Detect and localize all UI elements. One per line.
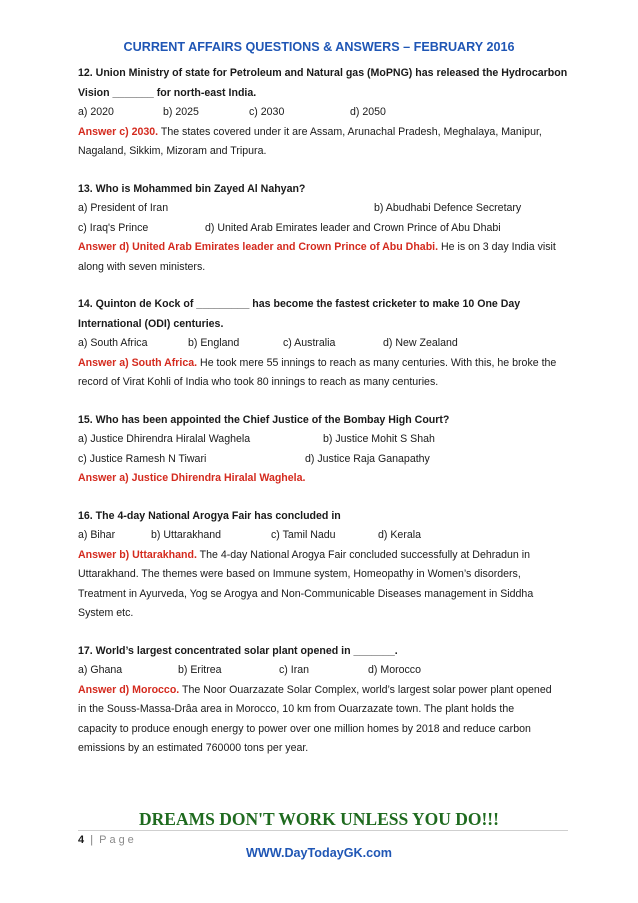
question-block-12 [78, 64, 578, 162]
answer-explanation: emissions by an estimated 760000 tons per year. [78, 742, 309, 754]
answer-explanation: capacity to produce enough energy to power over one million homes by 2018 and reduce carbon [78, 722, 531, 735]
option-b: b) Justice Mohit S Shah [323, 433, 435, 445]
option-d: d) New Zealand [383, 337, 458, 349]
answer-label: Answer a) South Africa. [78, 356, 198, 369]
option-c: c) Iran [279, 664, 310, 676]
option-c: c) Tamil Nadu [271, 529, 336, 541]
answer-text [78, 123, 578, 143]
answer-explanation: record of Virat Kohli of India who took 80 innings to reach as many centuries. [78, 376, 439, 388]
question-block-16 [78, 507, 578, 624]
answer-text [78, 546, 578, 566]
page-word: Page [99, 834, 137, 846]
option-a: a) Bihar [78, 529, 116, 541]
option-a: a) Ghana [78, 664, 123, 676]
option-a: a) 2020 [78, 106, 114, 118]
options-row [78, 334, 578, 354]
option-d: d) Morocco [368, 664, 421, 676]
option-c: c) 2030 [249, 106, 285, 118]
option-a: a) Justice Dhirendra Hiralal Waghela [78, 433, 251, 445]
answer-explanation: System etc. [78, 607, 134, 619]
option-a: a) President of Iran [78, 202, 169, 214]
options-row [78, 219, 578, 239]
question-block-15 [78, 411, 578, 489]
options-row [78, 526, 578, 546]
option-b: b) Uttarakhand [151, 529, 222, 541]
answer-text [78, 681, 578, 701]
page-number [78, 834, 137, 846]
option-c: c) Iraq's Prince [78, 221, 149, 234]
website-link[interactable]: WWW.DayTodayGK.com [245, 846, 392, 860]
options-row [78, 430, 578, 450]
option-b: b) Eritrea [178, 664, 222, 676]
answer-explanation: He is on 3 day India visit [438, 241, 556, 253]
footer-motto: DREAMS DON'T WORK UNLESS YOU DO!!! [139, 809, 499, 829]
option-d: d) Kerala [378, 529, 421, 541]
answer-label: Answer b) Uttarakhand. [78, 548, 197, 561]
question-block-13 [78, 180, 578, 278]
answer-explanation: Uttarakhand. The themes were based on Immune system, Homeopathy in Women’s disorders, [78, 568, 521, 580]
answer-label: Answer d) United Arab Emirates leader and Crown Prince of Abu Dhabi. [78, 241, 439, 253]
question-text: 15. Who has been appointed the Chief Justice of the Bombay High Court? [78, 413, 450, 426]
answer-explanation: along with seven ministers. [78, 260, 206, 273]
answer-explanation: The 4-day National Arogya Fair concluded successfully at Dehradun in [196, 548, 531, 561]
answer-explanation: in the Souss-Massa-Drâa area in Morocco, 10 km from Ouarzazate town. The plant holds the [78, 703, 515, 715]
answer-text [78, 354, 578, 374]
page-number-separator: | [90, 834, 94, 846]
question-text: 17. World’s largest concentrated solar plant opened in _______. [78, 644, 398, 657]
question-text: International (ODI) centuries. [78, 317, 224, 330]
footer-divider [78, 830, 568, 831]
answer-explanation: He took mere 55 innings to reach as many centuries. With this, he broke the [197, 356, 557, 369]
options-row [78, 450, 578, 470]
option-b: b) Abudhabi Defence Secretary [374, 202, 522, 214]
answer-label: Answer d) Morocco. [78, 683, 180, 696]
question-text: 13. Who is Mohammed bin Zayed Al Nahyan? [78, 182, 306, 195]
question-block-17 [78, 642, 578, 759]
question-text: 12. Union Ministry of state for Petroleum and Natural gas (MoPNG) has released the Hydrocarbon [78, 67, 568, 79]
option-b: b) England [188, 337, 240, 349]
question-text: 14. Quinton de Kock of _________ has become the fastest cricketer to make 10 One Day [78, 298, 521, 310]
page-title: CURRENT AFFAIRS QUESTIONS & ANSWERS – FEBRUARY 2016 [123, 40, 515, 54]
question-block-14 [78, 295, 578, 393]
answer-explanation: The states covered under it are Assam, Arunachal Pradesh, Meghalaya, Manipur, [158, 125, 542, 138]
option-b: b) 2025 [163, 106, 199, 118]
options-row [78, 199, 578, 219]
option-d: d) 2050 [350, 106, 386, 118]
page-number-value: 4 [78, 834, 85, 846]
answer-explanation: The Noor Ouarzazate Solar Complex, world’s largest solar power plant opened [179, 683, 552, 696]
answer-label: Answer a) Justice Dhirendra Hiralal Waghela. [78, 472, 306, 484]
options-row [78, 661, 578, 681]
option-a: a) South Africa [78, 337, 148, 349]
answer-text [78, 469, 578, 489]
answer-explanation: Treatment in Ayurveda, Yog se Arogya and Non-Communicable Diseases management in Siddha [78, 587, 534, 600]
answer-text [78, 238, 578, 258]
question-text: 16. The 4-day National Arogya Fair has concluded in [78, 509, 341, 522]
option-c: c) Justice Ramesh N Tiwari [78, 452, 207, 465]
options-row [78, 103, 578, 123]
question-list [78, 64, 578, 759]
option-d: d) United Arab Emirates leader and Crown Prince of Abu Dhabi [205, 221, 501, 234]
question-text: Vision _______ for north-east India. [78, 86, 257, 99]
answer-explanation: Nagaland, Sikkim, Mizoram and Tripura. [78, 145, 267, 157]
option-d: d) Justice Raja Ganapathy [305, 452, 430, 465]
answer-label: Answer c) 2030. [78, 125, 159, 138]
option-c: c) Australia [283, 337, 336, 349]
